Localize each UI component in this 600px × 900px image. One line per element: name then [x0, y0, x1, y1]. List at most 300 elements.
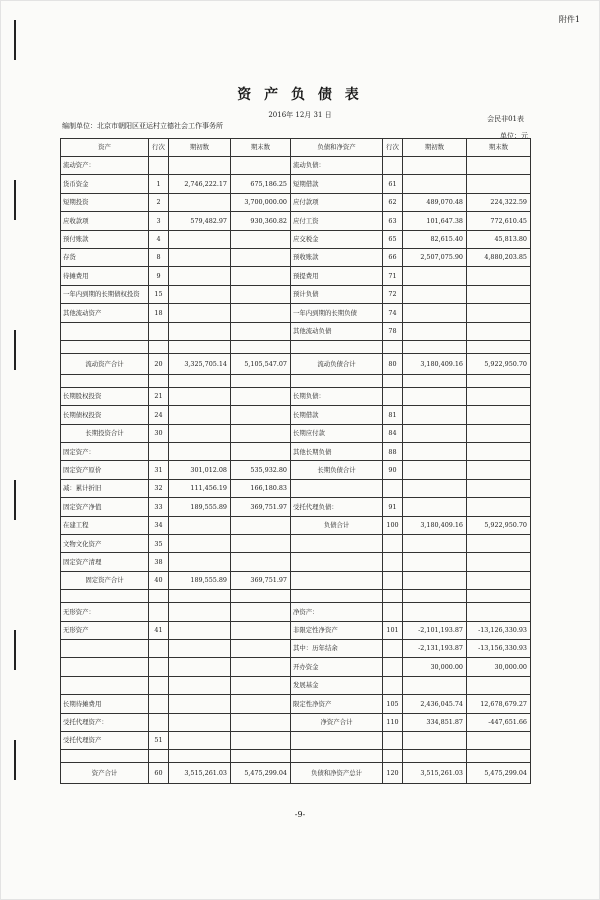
liability-name: 长期应付款: [291, 424, 383, 442]
liability-name: [291, 374, 383, 387]
liability-end: [467, 322, 531, 340]
table-header: [61, 139, 531, 157]
liability-begin: [403, 443, 467, 461]
table-row: [61, 603, 531, 621]
table-row: [61, 498, 531, 516]
liability-line: 80: [383, 353, 403, 374]
liability-line: [383, 639, 403, 657]
asset-name: [61, 590, 149, 603]
asset-begin: [169, 406, 231, 424]
asset-line: [149, 750, 169, 763]
table-row: [61, 461, 531, 479]
liability-begin: [403, 750, 467, 763]
liability-line: 88: [383, 443, 403, 461]
asset-line: [149, 157, 169, 175]
liability-end: [467, 553, 531, 571]
liability-begin: 30,000.00: [403, 658, 467, 676]
liability-name: 其中：历年结余: [291, 639, 383, 657]
liability-name: 短期借款: [291, 175, 383, 193]
table-row: [61, 424, 531, 442]
liability-end: [467, 571, 531, 589]
table-row: [61, 695, 531, 713]
liability-end: 772,610.45: [467, 212, 531, 230]
asset-begin: [169, 340, 231, 353]
asset-end: 535,932.80: [231, 461, 291, 479]
table-row: [61, 285, 531, 303]
report-date: 2016年 12月 31 日: [268, 111, 332, 119]
liability-line: 81: [383, 406, 403, 424]
asset-end: 369,751.97: [231, 571, 291, 589]
liability-begin: [403, 535, 467, 553]
liability-line: 61: [383, 175, 403, 193]
asset-end: [231, 406, 291, 424]
liability-name: 其他流动负债: [291, 322, 383, 340]
header-asset: 资产: [61, 139, 149, 157]
asset-end: [231, 553, 291, 571]
liability-begin: [403, 157, 467, 175]
asset-line: 21: [149, 387, 169, 405]
liability-line: [383, 553, 403, 571]
asset-name: 长期债权投资: [61, 406, 149, 424]
liability-end: [467, 157, 531, 175]
liability-begin: [403, 731, 467, 749]
liability-end: [467, 479, 531, 497]
table-row: [61, 157, 531, 175]
liability-line: [383, 571, 403, 589]
asset-name: 长期股权投资: [61, 387, 149, 405]
asset-line: [149, 639, 169, 657]
asset-line: 32: [149, 479, 169, 497]
liability-name: 净资产合计: [291, 713, 383, 731]
liability-name: [291, 731, 383, 749]
asset-begin: [169, 639, 231, 657]
asset-name: [61, 374, 149, 387]
asset-begin: 189,555.89: [169, 571, 231, 589]
liability-name: 净资产：: [291, 603, 383, 621]
asset-begin: [169, 193, 231, 211]
liability-begin: [403, 267, 467, 285]
liability-line: 71: [383, 267, 403, 285]
table-row: [61, 322, 531, 340]
liability-name: 流动负债合计: [291, 353, 383, 374]
asset-begin: [169, 731, 231, 749]
asset-end: [231, 621, 291, 639]
asset-end: [231, 267, 291, 285]
table-row: [61, 658, 531, 676]
asset-begin: [169, 658, 231, 676]
table-row: [61, 443, 531, 461]
asset-line: [149, 322, 169, 340]
asset-begin: 2,746,222.17: [169, 175, 231, 193]
header-line-2: 行次: [383, 139, 403, 157]
liability-name: [291, 590, 383, 603]
asset-begin: [169, 230, 231, 248]
liability-end: 224,322.59: [467, 193, 531, 211]
liability-name: 发展基金: [291, 676, 383, 694]
table-row: [61, 676, 531, 694]
liability-name: [291, 571, 383, 589]
liability-line: 120: [383, 763, 403, 784]
liability-begin: [403, 387, 467, 405]
asset-begin: 3,515,261.03: [169, 763, 231, 784]
preparing-unit: 编制单位：北京市朝阳区亚运村立德社会工作事务所: [62, 122, 223, 130]
asset-line: 8: [149, 248, 169, 266]
table-row: [61, 571, 531, 589]
table-row: [61, 248, 531, 266]
asset-line: [149, 713, 169, 731]
asset-line: [149, 676, 169, 694]
asset-line: 2: [149, 193, 169, 211]
asset-end: [231, 340, 291, 353]
asset-line: 18: [149, 304, 169, 322]
asset-end: [231, 639, 291, 657]
asset-begin: [169, 621, 231, 639]
asset-end: 5,475,299.04: [231, 763, 291, 784]
liability-end: [467, 731, 531, 749]
liability-line: 72: [383, 285, 403, 303]
liability-line: [383, 658, 403, 676]
asset-line: 60: [149, 763, 169, 784]
header-end-2: 期末数: [467, 139, 531, 157]
asset-line: 41: [149, 621, 169, 639]
header-line: 行次: [149, 139, 169, 157]
asset-line: 24: [149, 406, 169, 424]
table-row: [61, 212, 531, 230]
asset-name: 固定资产净值: [61, 498, 149, 516]
currency-unit: 单位：元: [500, 132, 528, 140]
asset-end: 930,360.82: [231, 212, 291, 230]
asset-line: 40: [149, 571, 169, 589]
liability-end: 5,922,950.70: [467, 516, 531, 534]
asset-end: [231, 590, 291, 603]
liability-name: [291, 340, 383, 353]
asset-name: 固定资产清理: [61, 553, 149, 571]
liability-end: 45,813.80: [467, 230, 531, 248]
table-row: [61, 193, 531, 211]
asset-name: 无形资产：: [61, 603, 149, 621]
asset-line: 30: [149, 424, 169, 442]
asset-end: [231, 713, 291, 731]
asset-line: 31: [149, 461, 169, 479]
asset-line: [149, 340, 169, 353]
asset-name: 无形资产: [61, 621, 149, 639]
asset-name: [61, 676, 149, 694]
liability-begin: [403, 424, 467, 442]
asset-begin: [169, 285, 231, 303]
liability-begin: [403, 340, 467, 353]
liability-end: [467, 750, 531, 763]
liability-line: [383, 374, 403, 387]
liability-begin: 101,647.38: [403, 212, 467, 230]
table-row: [61, 763, 531, 784]
asset-end: [231, 285, 291, 303]
liability-begin: -2,131,193.87: [403, 639, 467, 657]
liability-line: [383, 157, 403, 175]
liability-line: 101: [383, 621, 403, 639]
liability-line: 84: [383, 424, 403, 442]
liability-end: [467, 424, 531, 442]
asset-begin: [169, 443, 231, 461]
liability-line: [383, 731, 403, 749]
table-row: [61, 267, 531, 285]
asset-name: 流动资产：: [61, 157, 149, 175]
table-row: [61, 731, 531, 749]
asset-line: 3: [149, 212, 169, 230]
liability-begin: [403, 553, 467, 571]
liability-name: 其他长期负债: [291, 443, 383, 461]
asset-name: 其他流动资产: [61, 304, 149, 322]
binding-mark: [14, 330, 16, 370]
liability-line: [383, 479, 403, 497]
liability-line: 65: [383, 230, 403, 248]
asset-line: 35: [149, 535, 169, 553]
attachment-label: 附件1: [558, 15, 580, 24]
liability-begin: [403, 175, 467, 193]
asset-begin: [169, 304, 231, 322]
table-row: [61, 374, 531, 387]
liability-begin: [403, 590, 467, 603]
liability-name: 长期负债合计: [291, 461, 383, 479]
table-row: [61, 340, 531, 353]
asset-line: 4: [149, 230, 169, 248]
table-row: [61, 406, 531, 424]
liability-end: [467, 603, 531, 621]
liability-line: [383, 750, 403, 763]
liability-begin: [403, 322, 467, 340]
asset-begin: 3,325,705.14: [169, 353, 231, 374]
liability-end: [467, 340, 531, 353]
asset-end: [231, 535, 291, 553]
table-row: [61, 516, 531, 534]
asset-line: 51: [149, 731, 169, 749]
liability-end: 30,000.00: [467, 658, 531, 676]
asset-begin: [169, 267, 231, 285]
liability-name: 长期借款: [291, 406, 383, 424]
asset-name: 受托代理资产：: [61, 713, 149, 731]
liability-name: 预收账款: [291, 248, 383, 266]
asset-line: 15: [149, 285, 169, 303]
liability-name: [291, 553, 383, 571]
asset-line: 38: [149, 553, 169, 571]
asset-name: [61, 750, 149, 763]
liability-end: 12,678,679.27: [467, 695, 531, 713]
table-row: [61, 590, 531, 603]
asset-name: 应收款项: [61, 212, 149, 230]
form-number: 会民非01表: [487, 115, 524, 123]
asset-end: [231, 157, 291, 175]
liability-line: 78: [383, 322, 403, 340]
liability-line: 91: [383, 498, 403, 516]
asset-name: 在建工程: [61, 516, 149, 534]
asset-line: 34: [149, 516, 169, 534]
liability-name: [291, 750, 383, 763]
liability-end: [467, 535, 531, 553]
header-begin: 期初数: [169, 139, 231, 157]
liability-begin: [403, 676, 467, 694]
table-row: [61, 621, 531, 639]
table-row: [61, 535, 531, 553]
liability-begin: 489,070.48: [403, 193, 467, 211]
liability-name: 流动负债：: [291, 157, 383, 175]
asset-line: [149, 603, 169, 621]
asset-end: 166,180.83: [231, 479, 291, 497]
asset-begin: [169, 248, 231, 266]
asset-line: [149, 374, 169, 387]
asset-end: [231, 676, 291, 694]
asset-name: 待摊费用: [61, 267, 149, 285]
asset-name: 固定资产合计: [61, 571, 149, 589]
liability-name: 非限定性净资产: [291, 621, 383, 639]
asset-begin: [169, 535, 231, 553]
header-begin-2: 期初数: [403, 139, 467, 157]
liability-begin: 3,515,261.03: [403, 763, 467, 784]
asset-name: 固定资产：: [61, 443, 149, 461]
header-liability: 负债和净资产: [291, 139, 383, 157]
liability-line: 62: [383, 193, 403, 211]
liability-begin: [403, 479, 467, 497]
binding-mark: [14, 180, 16, 220]
asset-begin: [169, 157, 231, 175]
asset-name: 预付账款: [61, 230, 149, 248]
liability-end: [467, 175, 531, 193]
table-row: [61, 639, 531, 657]
asset-end: [231, 750, 291, 763]
liability-name: 应交税金: [291, 230, 383, 248]
asset-begin: [169, 553, 231, 571]
liability-begin: 3,180,409.16: [403, 353, 467, 374]
liability-begin: [403, 406, 467, 424]
liability-name: 预提费用: [291, 267, 383, 285]
asset-begin: [169, 322, 231, 340]
liability-end: [467, 387, 531, 405]
liability-line: 63: [383, 212, 403, 230]
liability-name: 开办资金: [291, 658, 383, 676]
liability-end: [467, 374, 531, 387]
liability-line: 74: [383, 304, 403, 322]
asset-end: 5,105,547.07: [231, 353, 291, 374]
asset-end: [231, 304, 291, 322]
table-row: [61, 553, 531, 571]
asset-name: [61, 658, 149, 676]
liability-begin: 2,507,075.90: [403, 248, 467, 266]
asset-name: 减：累计折旧: [61, 479, 149, 497]
asset-name: [61, 639, 149, 657]
binding-mark: [14, 20, 16, 60]
asset-begin: [169, 374, 231, 387]
asset-begin: 301,012.08: [169, 461, 231, 479]
asset-line: [149, 443, 169, 461]
liability-end: [467, 304, 531, 322]
liability-line: 105: [383, 695, 403, 713]
table-row: [61, 750, 531, 763]
liability-name: 长期负债：: [291, 387, 383, 405]
asset-end: [231, 516, 291, 534]
asset-end: [231, 658, 291, 676]
asset-begin: [169, 387, 231, 405]
liability-begin: 3,180,409.16: [403, 516, 467, 534]
asset-end: [231, 424, 291, 442]
liability-line: [383, 590, 403, 603]
asset-begin: 189,555.89: [169, 498, 231, 516]
page-number: -9-: [294, 810, 306, 819]
asset-line: 9: [149, 267, 169, 285]
liability-name: 限定性净资产: [291, 695, 383, 713]
liability-line: [383, 387, 403, 405]
asset-end: [231, 248, 291, 266]
asset-end: [231, 374, 291, 387]
liability-begin: 2,436,045.74: [403, 695, 467, 713]
asset-name: 短期投资: [61, 193, 149, 211]
liability-end: [467, 461, 531, 479]
liability-end: [467, 676, 531, 694]
asset-name: 一年内到期的长期债权投资: [61, 285, 149, 303]
asset-end: [231, 322, 291, 340]
liability-end: -13,126,330.93: [467, 621, 531, 639]
asset-line: [149, 695, 169, 713]
asset-end: 675,186.25: [231, 175, 291, 193]
asset-name: 资产合计: [61, 763, 149, 784]
liability-begin: [403, 374, 467, 387]
asset-begin: [169, 424, 231, 442]
liability-line: 90: [383, 461, 403, 479]
table-row: [61, 353, 531, 374]
asset-begin: 111,456.19: [169, 479, 231, 497]
asset-begin: [169, 603, 231, 621]
liability-line: 100: [383, 516, 403, 534]
liability-end: 5,922,950.70: [467, 353, 531, 374]
header-end: 期末数: [231, 139, 291, 157]
binding-mark: [14, 630, 16, 670]
asset-line: 20: [149, 353, 169, 374]
liability-line: 110: [383, 713, 403, 731]
asset-end: [231, 731, 291, 749]
liability-name: 负债和净资产总计: [291, 763, 383, 784]
asset-line: [149, 590, 169, 603]
asset-line: 1: [149, 175, 169, 193]
asset-end: [231, 695, 291, 713]
liability-end: -13,156,330.93: [467, 639, 531, 657]
asset-begin: 579,482.97: [169, 212, 231, 230]
asset-name: 货币资金: [61, 175, 149, 193]
liability-begin: [403, 461, 467, 479]
asset-end: 369,751.97: [231, 498, 291, 516]
asset-name: 长期投资合计: [61, 424, 149, 442]
liability-end: [467, 443, 531, 461]
asset-end: [231, 230, 291, 248]
liability-end: -447,651.66: [467, 713, 531, 731]
liability-end: [467, 267, 531, 285]
asset-name: 存货: [61, 248, 149, 266]
liability-begin: [403, 304, 467, 322]
asset-begin: [169, 695, 231, 713]
asset-end: [231, 603, 291, 621]
binding-mark: [14, 740, 16, 780]
asset-name: 文物文化资产: [61, 535, 149, 553]
binding-mark: [14, 480, 16, 520]
liability-name: 受托代理负债：: [291, 498, 383, 516]
table-row: [61, 230, 531, 248]
liability-name: [291, 535, 383, 553]
table-row: [61, 304, 531, 322]
asset-name: [61, 340, 149, 353]
liability-name: 预计负债: [291, 285, 383, 303]
asset-end: 3,700,000.00: [231, 193, 291, 211]
asset-name: 受托代理资产: [61, 731, 149, 749]
liability-line: [383, 676, 403, 694]
liability-end: 5,475,299.04: [467, 763, 531, 784]
liability-begin: [403, 498, 467, 516]
asset-end: [231, 387, 291, 405]
